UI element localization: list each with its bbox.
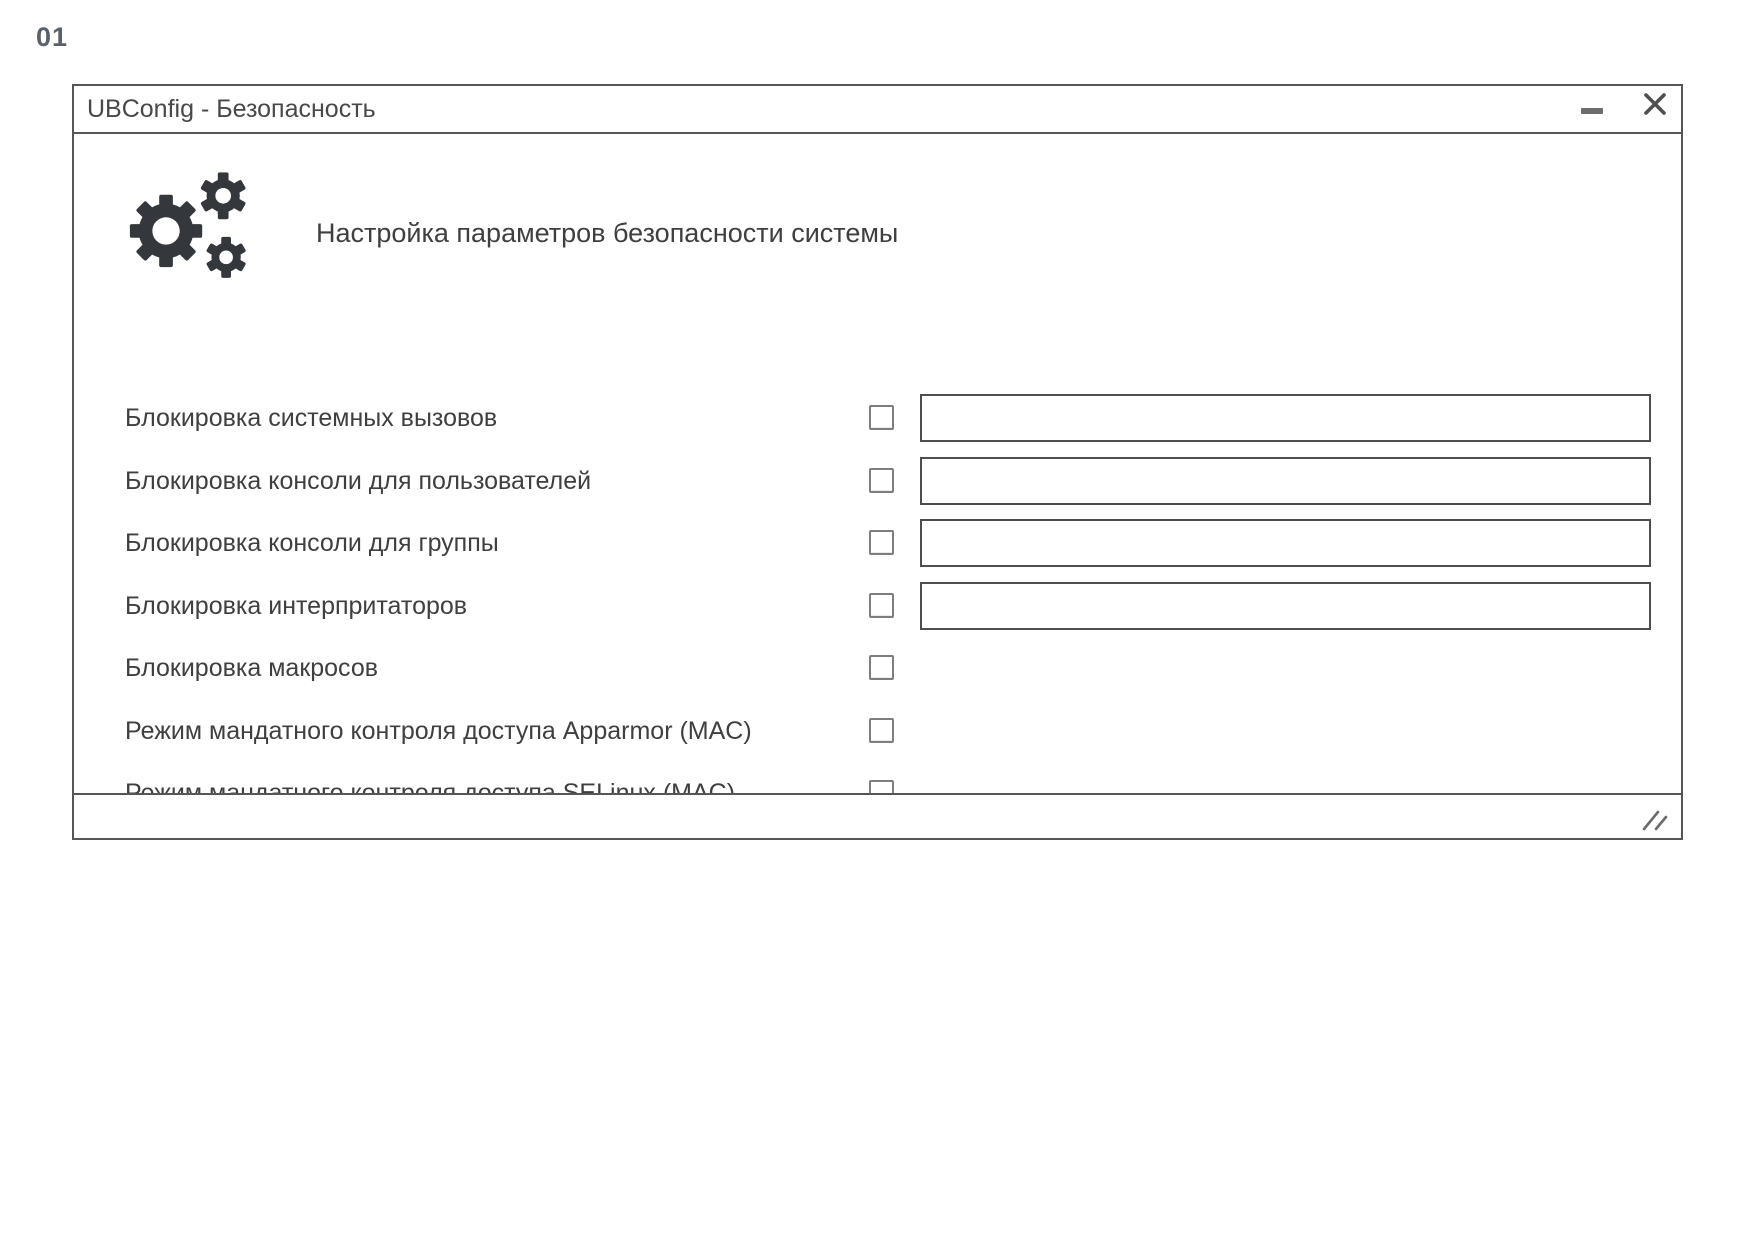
syscall-blocking-input[interactable] bbox=[920, 394, 1651, 442]
apparmor-mac-checkbox[interactable] bbox=[869, 718, 894, 743]
window-titlebar[interactable] bbox=[74, 86, 1681, 134]
figure-label: 01 bbox=[36, 22, 69, 52]
setting-row-syscall-blocking bbox=[74, 394, 1681, 442]
macro-blocking-checkbox[interactable] bbox=[869, 655, 894, 680]
interpreter-blocking-checkbox[interactable] bbox=[869, 593, 894, 618]
window-title: UBConfig - Безопасность bbox=[87, 95, 376, 123]
console-lock-users-input[interactable] bbox=[920, 457, 1651, 505]
window-content bbox=[74, 134, 1681, 838]
status-bar bbox=[74, 793, 1681, 838]
setting-row-interpreter-blocking bbox=[74, 582, 1681, 630]
setting-label: Блокировка консоли для группы bbox=[125, 529, 499, 557]
console-lock-group-checkbox[interactable] bbox=[869, 530, 894, 555]
setting-label: Блокировка макросов bbox=[125, 654, 379, 682]
ubconfig-security-window bbox=[72, 84, 1683, 840]
gears-icon bbox=[125, 168, 252, 290]
close-icon bbox=[1642, 91, 1668, 117]
console-lock-users-checkbox[interactable] bbox=[869, 468, 894, 493]
setting-label: Блокировка системных вызовов bbox=[125, 404, 498, 432]
interpreter-blocking-input[interactable] bbox=[920, 582, 1651, 630]
console-lock-group-input[interactable] bbox=[920, 519, 1651, 567]
setting-label: Блокировка консоли для пользователей bbox=[125, 467, 592, 495]
setting-label: Блокировка интерпритаторов bbox=[125, 592, 468, 620]
minimize-icon bbox=[1581, 108, 1603, 114]
close-button[interactable] bbox=[1642, 91, 1668, 117]
setting-row-console-lock-users bbox=[74, 457, 1681, 505]
setting-row-apparmor-mac bbox=[74, 707, 1681, 755]
setting-row-macro-blocking bbox=[74, 644, 1681, 692]
resize-grip-icon[interactable] bbox=[1641, 808, 1669, 832]
syscall-blocking-checkbox[interactable] bbox=[869, 405, 894, 430]
page-title: Настройка параметров безопасности системы bbox=[316, 218, 899, 248]
setting-row-console-lock-group bbox=[74, 519, 1681, 567]
minimize-button[interactable] bbox=[1577, 100, 1607, 120]
setting-label: Режим мандатного контроля доступа Apparmor (MAC) bbox=[125, 717, 752, 745]
